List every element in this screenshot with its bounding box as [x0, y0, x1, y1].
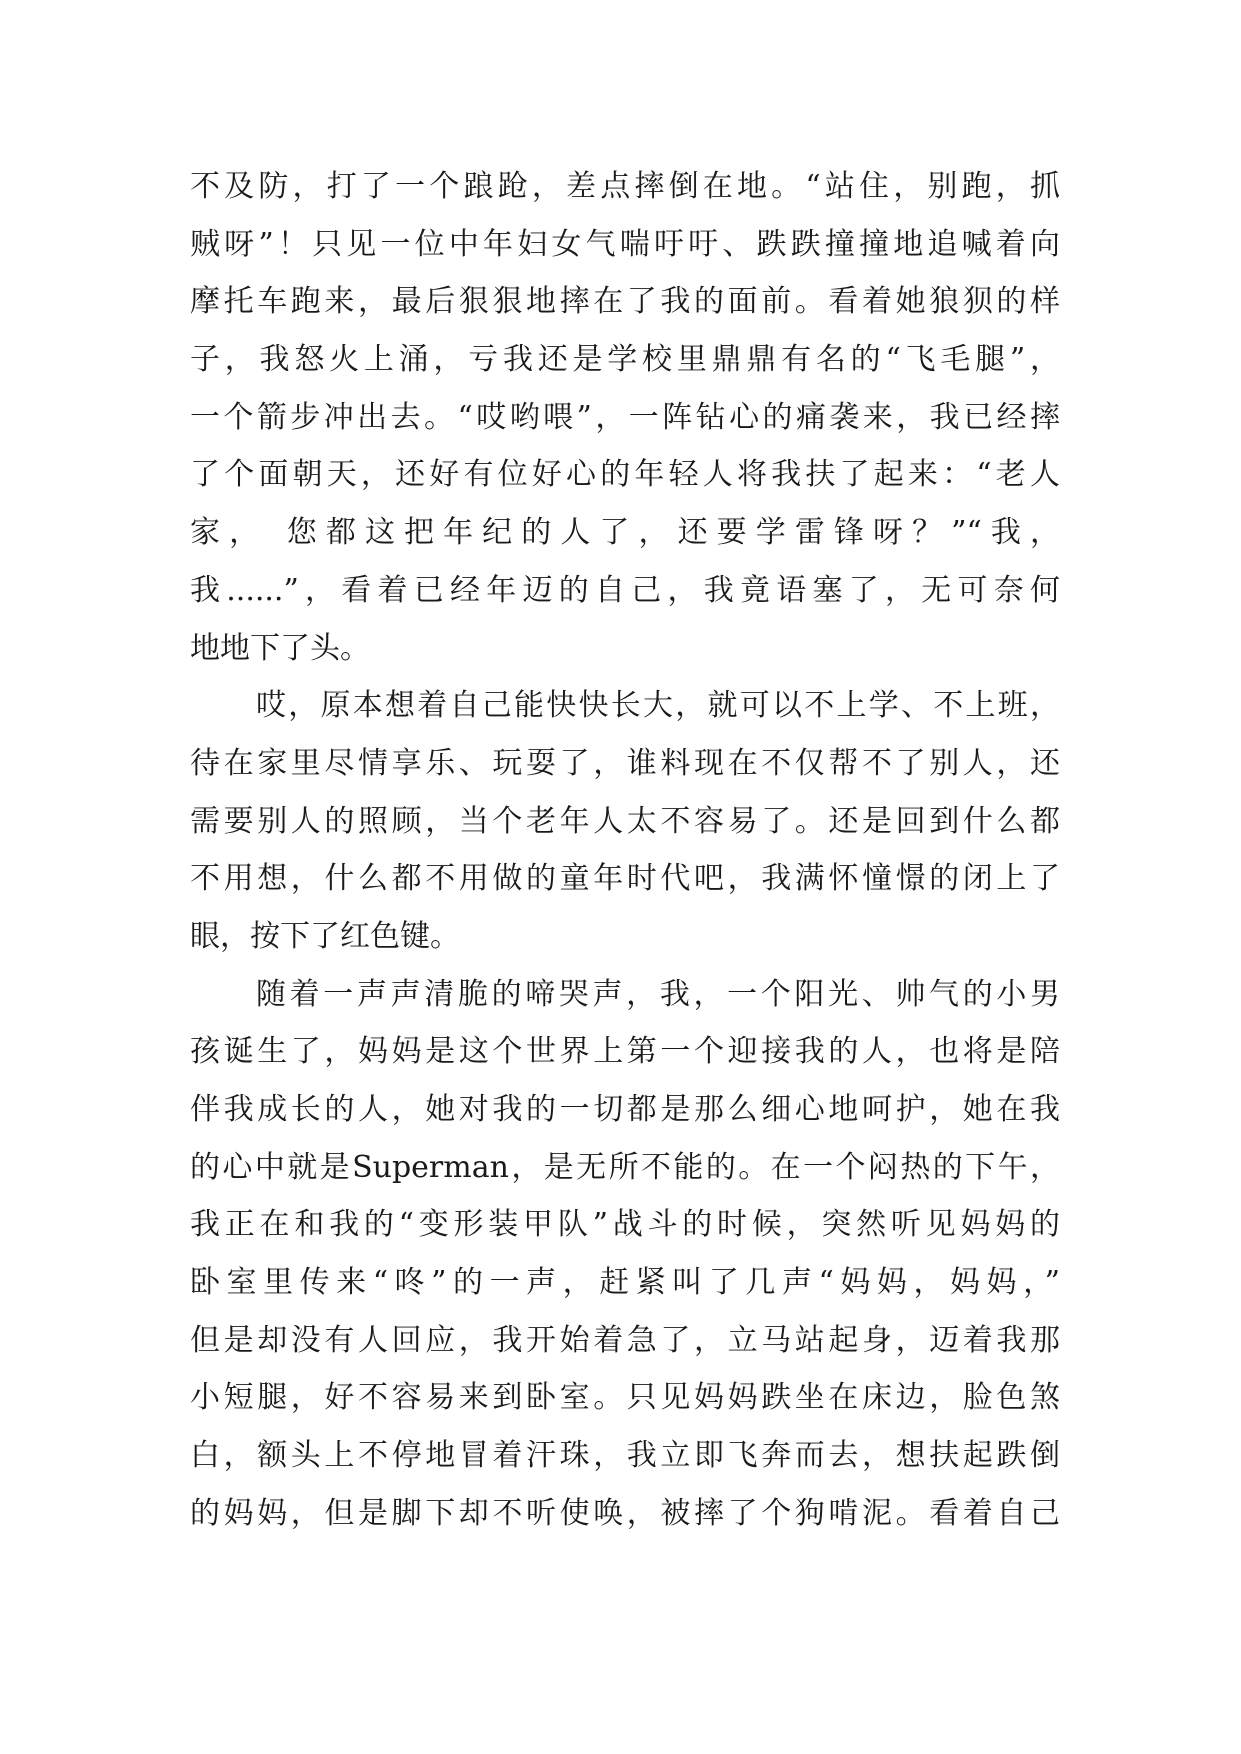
text-line: 不及防，打了一个踉跄，差点摔倒在地。“站住，别跑，抓: [190, 169, 1060, 204]
text-line: 不用想，什么都不用做的童年时代吧，我满怀憧憬的闭上了: [190, 861, 1060, 897]
text-line: 的心中就是Superman，是无所不能的。在一个闷热的下午，: [190, 1149, 1060, 1185]
text-line: 伴我成长的人，她对我的一切都是那么细心地呵护，她在我: [190, 1092, 1060, 1127]
paragraph: [190, 158, 1060, 677]
text-line: 我......”，看着已经年迈的自己，我竟语塞了，无可奈何: [190, 572, 1060, 608]
text-line: 小短腿，好不容易来到卧室。只见妈妈跌坐在床边，脸色煞: [190, 1380, 1060, 1416]
paragraph: [190, 677, 1060, 965]
text-line: 贼呀”！只见一位中年妇女气喘吁吁、跌跌撞撞地追喊着向: [190, 226, 1060, 262]
text-line: 白，额头上不停地冒着汗珠，我立即飞奔而去，想扶起跌倒: [190, 1438, 1060, 1474]
paragraph: [190, 966, 1060, 1543]
text-line: 的妈妈，但是脚下却不听使唤，被摔了个狗啃泥。看着自己: [190, 1495, 1060, 1531]
text-line: 但是却没有人回应，我开始着急了，立马站起身，迈着我那: [190, 1322, 1060, 1358]
text-line: 家， 您都这把年纪的人了，还要学雷锋呀？”“我，: [190, 515, 1060, 551]
text-line: 待在家里尽情享乐、玩耍了，谁料现在不仅帮不了别人，还: [190, 745, 1060, 781]
document-body: [190, 158, 1060, 1543]
text-line: 哎，原本想着自己能快快长大，就可以不上学、不上班，: [256, 688, 1060, 724]
text-line: 我正在和我的“变形装甲队”战斗的时候，突然听见妈妈的: [190, 1207, 1060, 1243]
text-line: 随着一声声清脆的啼哭声，我，一个阳光、帅气的小男: [256, 976, 1060, 1012]
text-line: 孩诞生了，妈妈是这个世界上第一个迎接我的人，也将是陪: [190, 1034, 1060, 1070]
text-line: 摩托车跑来，最后狠狠地摔在了我的面前。看着她狼狈的样: [190, 284, 1060, 320]
text-line: 需要别人的照顾，当个老年人太不容易了。还是回到什么都: [190, 803, 1060, 839]
text-line: 子，我怒火上涌，亏我还是学校里鼎鼎有名的“飞毛腿”，: [190, 342, 1060, 378]
text-line: 了个面朝天，还好有位好心的年轻人将我扶了起来：“老人: [190, 457, 1060, 493]
text-line: 眼，按下了红色键。: [190, 918, 460, 954]
text-line: 一个箭步冲出去。“哎哟喂”，一阵钻心的痛袭来，我已经摔: [190, 399, 1060, 435]
text-line: 地地下了头。: [190, 630, 370, 666]
text-line: 卧室里传来“咚”的一声，赶紧叫了几声“妈妈，妈妈，”: [190, 1265, 1060, 1301]
